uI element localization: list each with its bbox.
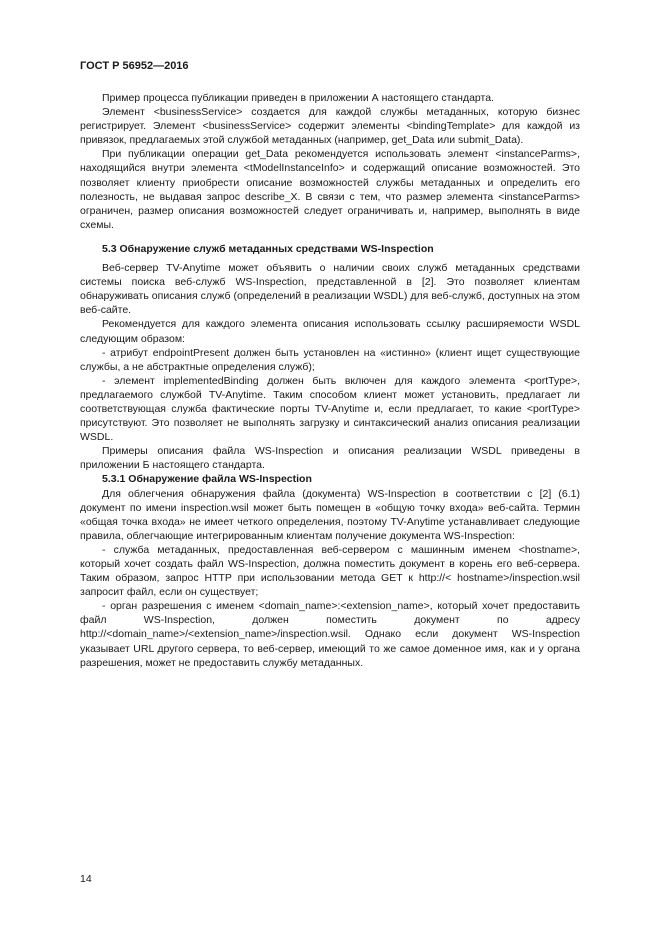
section-heading-5-3-1: 5.3.1 Обнаружение файла WS-Inspection: [102, 473, 312, 486]
paragraph: Веб-сервер TV-Anytime может объявить о наличии своих служб метаданных средствами системы поиска веб-служб WS-Inspection, представленной в [2]. Это позволяет клиентам обнаруживать описания служб (определений в реализации WSDL) для веб-служб, доступных на этом веб-сайте.: [80, 262, 580, 317]
page-number: 14: [80, 873, 92, 885]
list-item: - орган разрешения с именем <domain_name>:<extension_name>, который хочет предоставить файл WS-Inspection, должен поместить документ по адресу http://<domain_name>/<extension_name>/inspection.wsil. Однако если документ WS-Inspection указывает URL другого сервера, то веб-сервер, имеющий то же самое доменное имя, как и у органа разрешения, может не предоставить службу метаданных.: [80, 600, 580, 669]
list-item: - элемент implementedBinding должен быть включен для каждого элемента <portType>, предлагаемого службой TV-Anytime. Таким способом клиент может установить, предлагает ли соответствующая служба фактические порты TV-Anytime и, если предлагает, то какие <portType> присутствуют. Это позволяет не выполнять загрузку и синтаксический анализ описания реализации WSDL.: [80, 374, 580, 444]
paragraph: Примеры описания файла WS-Inspection и описания реализации WSDL приведены в приложении Б настоящего стандарта.: [80, 445, 580, 472]
document-body: [80, 91, 580, 670]
paragraph: Для облегчения обнаружения файла (документа) WS-Inspection в соответствии с [2] (6.1) документ по имени inspection.wsil может быть помещен в «общую точку входа» веб-сайта. Термин «общая точка входа» не имеет четкого определения, поэтому TV-Anytime устанавливает следующие правила, облегчающие интегрированным клиентам получение документа WS-Inspection:: [80, 487, 580, 542]
document-header: ГОСТ Р 56952—2016: [80, 60, 189, 72]
paragraph: Рекомендуется для каждого элемента описания использовать ссылку расширяемости WSDL следующим образом:: [80, 318, 580, 345]
list-item: - атрибут endpointPresent должен быть установлен на «истинно» (клиент ищет существующие службы, а не абстрактные определения служб);: [80, 346, 580, 373]
list-item: - служба метаданных, предоставленная веб-сервером с машинным именем <hostname>, который хочет создать файл WS-Inspection, должна поместить документ в корень его веб-сервера. Таким образом, запрос HTTP при использовании метода GET к http://< hostname>/inspection.wsil запросит файл, если он существует;: [80, 543, 580, 599]
section-heading-5-3: 5.3 Обнаружение служб метаданных средствами WS-Inspection: [102, 242, 434, 255]
paragraph: Пример процесса публикации приведен в приложении А настоящего стандарта.: [102, 92, 494, 104]
paragraph: При публикации операции get_Data рекомендуется использовать элемент <instanceParms>, находящийся внутри элемента <tModelInstanceInfo> и содержащий описание возможностей. Это позволяет клиенту приобрести описание возможностей службы метаданных и определить его полезность, не выдавая запрос describe_X. В связи с тем, что размер элемента <instanceParms> ограничен, размер описания возможностей следует ограничивать и, например, выполнять в виде схемы.: [80, 148, 580, 231]
paragraph: Элемент <businessService> создается для каждой службы метаданных, которую бизнес регистрирует. Элемент <businessService> содержит элементы <bindingTemplate> для каждой из привязок, предлагаемых этой службой метаданных (например, get_Data или submit_Data).: [80, 106, 580, 147]
